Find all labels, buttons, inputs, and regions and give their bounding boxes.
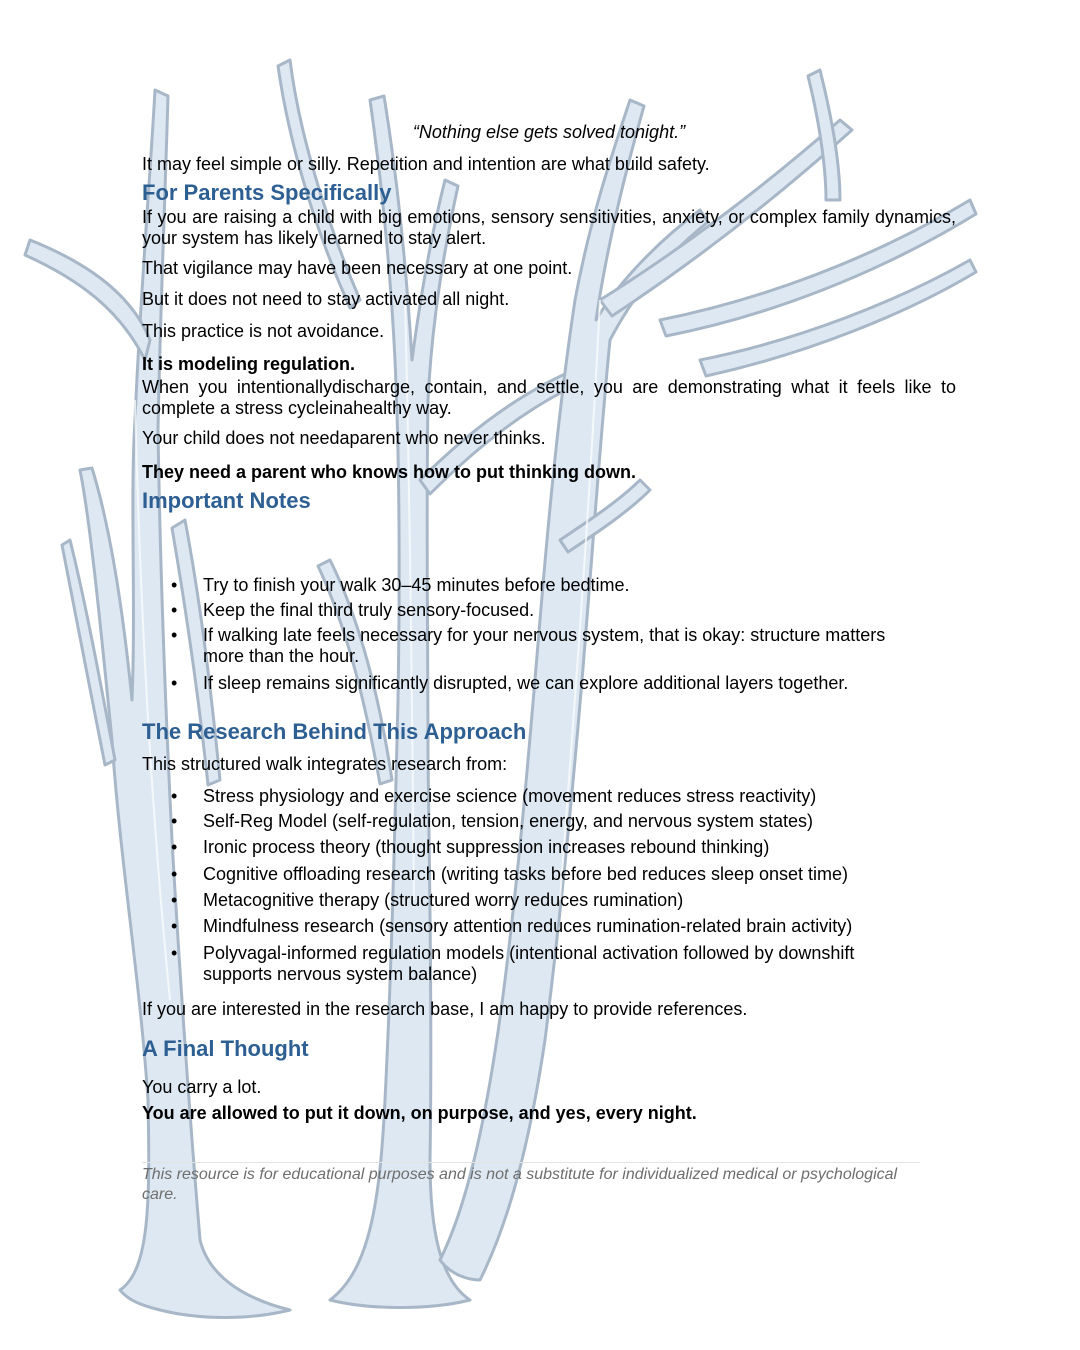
parents-paragraph: This practice is not avoidance. (142, 321, 385, 341)
list-item: • Self-Reg Model (self-regulation, tension, energy, and nervous system states) (142, 811, 956, 832)
parents-paragraph: When you intentionallydischarge, contain, and settle, you are demonstrating what it feels like to complete a stress cycleinahealthy way. (142, 377, 956, 418)
parents-paragraph: But it does not need to stay activated all night. (142, 289, 510, 309)
list-item: • Polyvagal-informed regulation models (intentional activation followed by downshift supports nervous system balance) (142, 943, 956, 985)
section-heading-research: The Research Behind This Approach (142, 719, 527, 744)
notes-list (142, 575, 956, 694)
research-outro: If you are interested in the research base, I am happy to provide references. (142, 999, 748, 1019)
closing-quote: “Nothing else gets solved tonight.” (412, 122, 686, 142)
list-item: • Mindfulness research (sensory attention reduces rumination-related brain activity) (142, 916, 956, 937)
list-item: • Try to finish your walk 30–45 minutes before bedtime. (142, 575, 956, 596)
list-item: • If walking late feels necessary for your nervous system, that is okay: structure matters more than the hour. (142, 625, 956, 667)
left-tree-branch (25, 240, 150, 360)
list-item: • Cognitive offloading research (writing tasks before bed reduces sleep onset time) (142, 864, 956, 885)
section-heading-final: A Final Thought (142, 1036, 309, 1061)
section-heading-notes: Important Notes (142, 488, 311, 513)
list-item: • Ironic process theory (thought suppression increases rebound thinking) (142, 837, 956, 858)
intro-text: It may feel simple or silly. Repetition and intention are what build safety. (142, 154, 710, 174)
list-item: • Stress physiology and exercise science (movement reduces stress reactivity) (142, 786, 956, 807)
list-item: • Metacognitive therapy (structured worry reduces rumination) (142, 890, 956, 911)
parents-emphasis: They need a parent who knows how to put thinking down. (142, 462, 636, 482)
list-item: • Keep the final third truly sensory-focused. (142, 600, 956, 621)
parents-paragraph: That vigilance may have been necessary at one point. (142, 258, 573, 278)
parents-paragraph: If you are raising a child with big emotions, sensory sensitivities, anxiety, or complex family dynamics, your system has likely learned to stay alert. (142, 207, 956, 248)
section-heading-parents: For Parents Specifically (142, 180, 392, 205)
final-paragraph: You carry a lot. (142, 1077, 262, 1097)
parents-emphasis: It is modeling regulation. (142, 354, 356, 374)
list-item: • If sleep remains significantly disrupted, we can explore additional layers together. (142, 673, 956, 694)
parents-paragraph: Your child does not needaparent who never thinks. (142, 428, 546, 448)
research-intro: This structured walk integrates research from: (142, 754, 508, 774)
disclaimer-text: This resource is for educational purposes and is not a substitute for individualized medical or psychological care. (142, 1162, 920, 1205)
research-list (142, 786, 956, 985)
final-emphasis: You are allowed to put it down, on purpose, and yes, every night. (142, 1103, 697, 1123)
